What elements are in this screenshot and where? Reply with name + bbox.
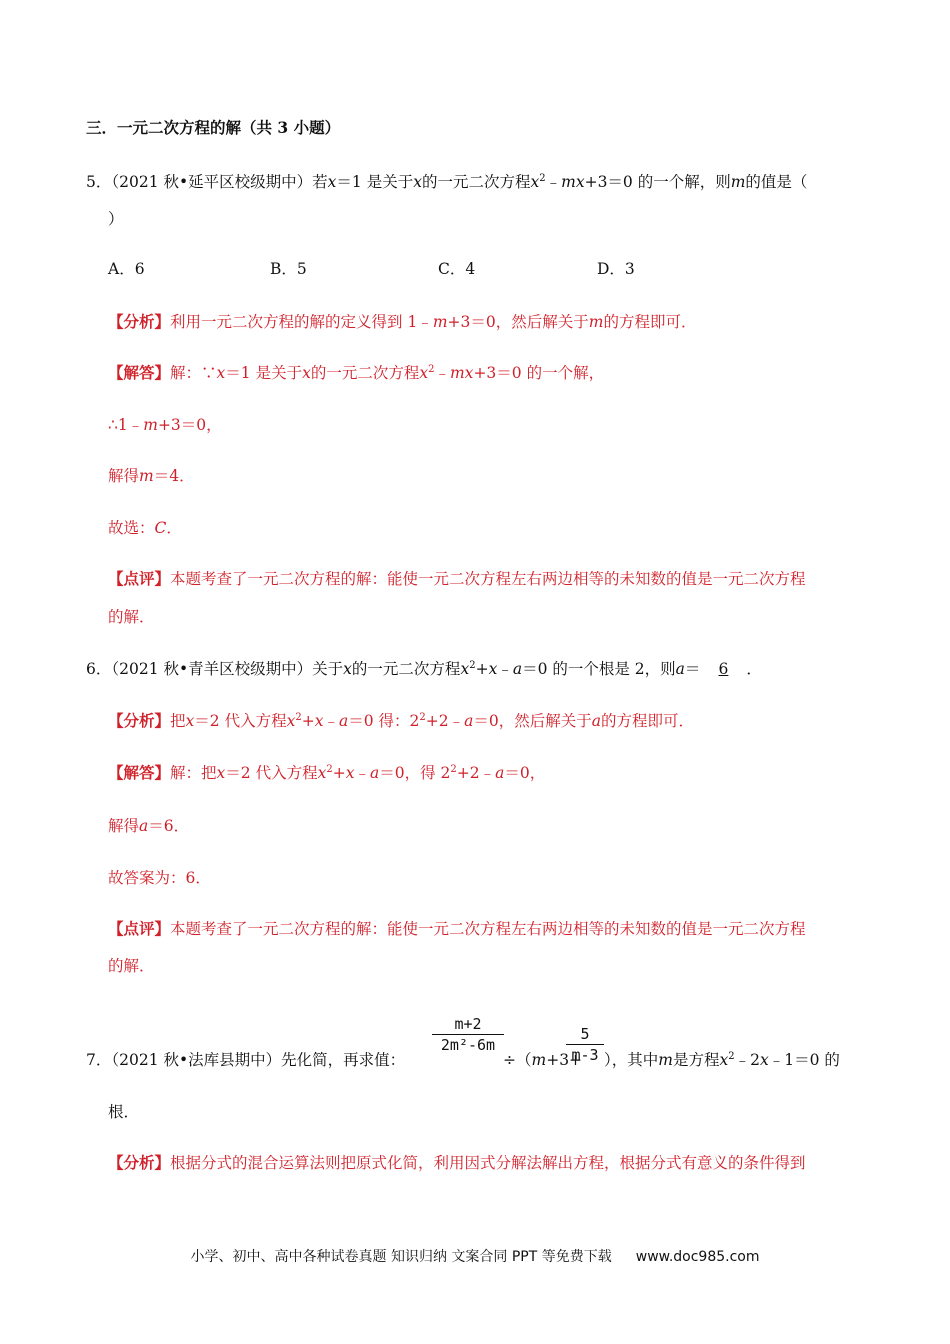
analysis-tag: 【分析】 [108, 312, 171, 331]
q5-step-1: ∴1﹣m+3＝0， [108, 416, 222, 434]
fraction-numerator: m+2 [432, 1014, 504, 1035]
q7-stem-line-2: 根． [108, 1103, 140, 1121]
answer-tag: 【解答】 [108, 363, 171, 382]
q5-source: （2021 秋•延平区校级期中） [111, 173, 313, 191]
q5-step-3: 故选：C． [108, 519, 182, 537]
comment-tag: 【点评】 [108, 569, 171, 588]
q5-number: 5． [86, 173, 112, 191]
analysis-tag: 【分析】 [108, 711, 171, 730]
fraction-denominator: m-3 [571, 1046, 599, 1064]
q5-comment-line-2: 的解． [108, 608, 155, 626]
page-footer [0, 1246, 950, 1266]
q6-comment: 【点评】本题考查了一元二次方程的解：能使一元二次方程左右两边相等的未知数的值是一元二次方程 [108, 919, 806, 938]
answer-tag: 【解答】 [108, 763, 171, 782]
q5-option-c: C．4 [438, 260, 476, 278]
q7-stem-right: ），其中m是方程$x^2﹣2x﹣1=0$ 的 [604, 1051, 840, 1069]
q6-answer: 【解答】解：把x＝2 代入方程$x^2+x﹣a=0$，得 $2^2+2﹣a=0$， [108, 763, 546, 782]
q5-answer: 【解答】解：∵x＝1 是关于x的一元二次方程$x^2﹣mx+3=0$ 的一个解， [108, 363, 605, 382]
footer-text: 小学、初中、高中各种试卷真题 知识归纳 文案合同 PPT 等免费下载 [190, 1249, 612, 1265]
fraction-numerator: 5 [566, 1024, 604, 1045]
q5-paren-close: ） [108, 210, 124, 228]
q6-stem: 6．（2021 秋•青羊区校级期中）关于x的一元二次方程$x^2+x﹣a=0$ 的一个根是 2，则a＝ 6 ． [86, 660, 762, 678]
q6-comment-line-2: 的解． [108, 957, 155, 975]
footer-url[interactable]: www.doc985.com [635, 1249, 760, 1265]
q7-fraction-2 [566, 1024, 604, 1065]
section-title: 三．一元二次方程的解（共 3 小题） [86, 118, 341, 137]
q5-analysis: 【分析】利用一元二次方程的解的定义得到 1﹣m+3＝0，然后解关于m的方程即可． [108, 312, 697, 331]
q6-analysis: 【分析】把x＝2 代入方程$x^2+x﹣a=0$ 得：$2^2+2﹣a=0$，然后解关于a的方程即可． [108, 711, 694, 730]
q5-stem: 5．（2021 秋•延平区校级期中）若x＝1 是关于x的一元二次方程$x^2﹣mx+3=0$ 的一个解，则m的值是（ [86, 173, 808, 191]
q5-option-a: A．6 [108, 260, 145, 278]
q7-stem-left: 7．（2021 秋•法库县期中）先化简，再求值： [86, 1051, 406, 1069]
q7-fraction-1 [432, 1014, 504, 1055]
q7-number: 7． [86, 1051, 112, 1069]
q6-step-2: 故答案为：6． [108, 869, 211, 887]
analysis-tag: 【分析】 [108, 1153, 171, 1172]
q5-comment: 【点评】本题考查了一元二次方程的解：能使一元二次方程左右两边相等的未知数的值是一元二次方程 [108, 569, 806, 588]
comment-tag: 【点评】 [108, 919, 171, 938]
q7-analysis: 【分析】根据分式的混合运算法则把原式化简，利用因式分解法解出方程，根据分式有意义的条件得到 [108, 1153, 806, 1172]
q5-option-b: B．5 [270, 260, 307, 278]
q7-source: （2021 秋•法库县期中） [111, 1051, 282, 1069]
q6-step-1: 解得a＝6． [108, 817, 190, 835]
fraction-denominator: 2m²-6m [440, 1036, 496, 1054]
q6-answer-blank: 6 [718, 660, 729, 678]
q6-number: 6． [86, 660, 112, 678]
q7-stem-mid: ÷（m+3+ [503, 1051, 583, 1069]
q6-source: （2021 秋•青羊区校级期中） [111, 660, 313, 678]
q5-option-d: D．3 [597, 260, 635, 278]
q5-step-2: 解得m＝4． [108, 467, 195, 485]
